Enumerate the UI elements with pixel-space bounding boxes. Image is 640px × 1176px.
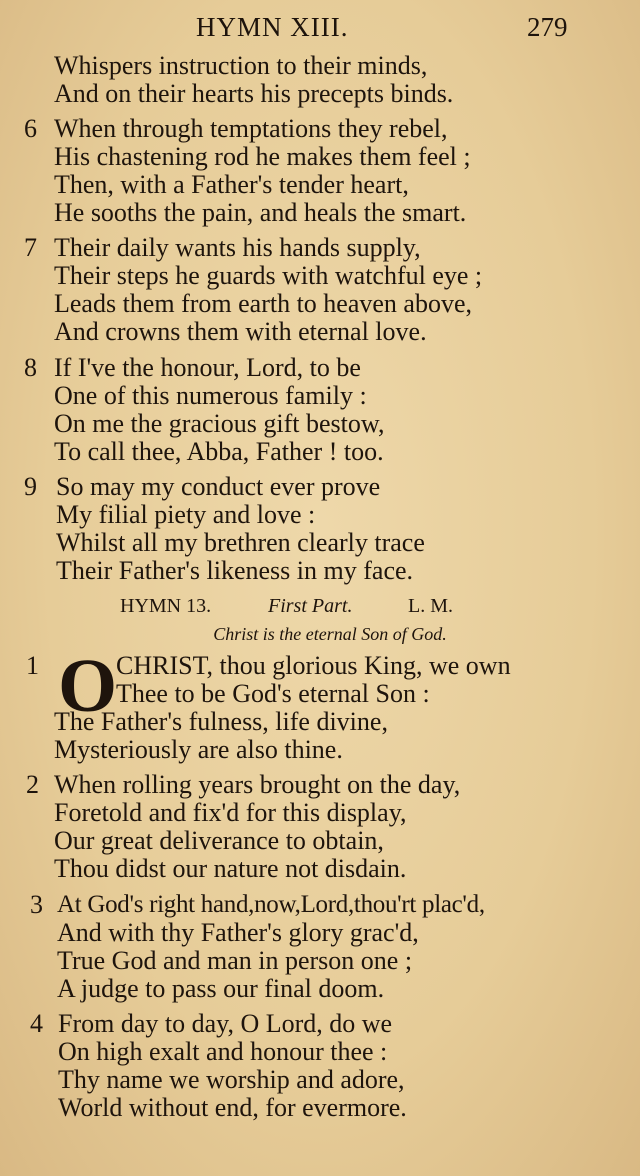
hymn-metre-label: L. M. [408, 595, 453, 617]
page-header [0, 12, 640, 52]
verse-line: So may my conduct ever prove [56, 472, 381, 501]
verse-line: If I've the honour, Lord, to be [54, 353, 361, 382]
verse-line: And crowns them with eternal love. [54, 317, 427, 346]
verse-line: A judge to pass our final doom. [57, 974, 385, 1003]
verse-line: Their Father's likeness in my face. [56, 556, 414, 585]
drop-cap: O [58, 644, 118, 728]
stanza-number: 9 [24, 472, 37, 501]
stanza-number: 8 [24, 353, 37, 382]
verse-line: Their daily wants his hands supply, [54, 233, 421, 262]
verse-line: And with thy Father's glory grac'd, [57, 918, 419, 947]
verse-line: Their steps he guards with watchful eye ; [54, 261, 483, 290]
verse-line: The Father's fulness, life divine, [54, 707, 388, 736]
verse-line: Leads them from earth to heaven above, [54, 289, 472, 318]
stanza-number: 1 [26, 651, 39, 680]
page-number: 279 [527, 12, 568, 42]
verse-line: On high exalt and honour thee : [58, 1037, 388, 1066]
verse-line: True God and man in person one ; [57, 946, 413, 975]
verse-line: Thou didst our nature not disdain. [54, 854, 407, 883]
verse-line: On me the gracious gift bestow, [54, 409, 385, 438]
verse-line: World without end, for evermore. [58, 1093, 407, 1122]
verse-line: To call thee, Abba, Father ! too. [54, 437, 384, 466]
verse-line: His chastening rod he makes them feel ; [54, 142, 471, 171]
stanza-number: 6 [24, 114, 37, 143]
verse-line: From day to day, O Lord, do we [58, 1009, 393, 1038]
stanza-number: 4 [30, 1009, 43, 1038]
hymn-part-label: First Part. [268, 595, 353, 617]
stanza-number: 7 [24, 233, 37, 262]
stanza-number: 3 [30, 890, 43, 919]
verse-line: When rolling years brought on the day, [54, 770, 461, 799]
verse-line: Our great deliverance to obtain, [54, 826, 384, 855]
running-title: HYMN XIII. [196, 12, 349, 42]
verse-line: Whilst all my brethren clearly trace [56, 528, 425, 557]
hymn-subtitle: Christ is the eternal Son of God. [213, 624, 447, 644]
hymn-number-label: HYMN 13. [120, 595, 212, 617]
verse-line: One of this numerous family : [54, 381, 367, 410]
verse-line: Thy name we worship and adore, [58, 1065, 405, 1094]
verse-line: CHRIST, thou glorious King, we own [116, 651, 511, 680]
verse-line: Foretold and fix'd for this display, [54, 798, 407, 827]
verse-line: Then, with a Father's tender heart, [54, 170, 409, 199]
verse-line: And on their hearts his precepts binds. [54, 79, 454, 108]
verse-line: When through temptations they rebel, [54, 114, 448, 143]
verse-line: Whispers instruction to their minds, [54, 51, 428, 80]
verse-line: At God's right hand,now,Lord,thou'rt plac'd, [57, 891, 485, 918]
verse-line: Thee to be God's eternal Son : [116, 679, 430, 708]
verse-line: He sooths the pain, and heals the smart. [54, 198, 467, 227]
verse-line: My filial piety and love : [56, 500, 316, 529]
verse-line: Mysteriously are also thine. [54, 735, 343, 764]
hymn-heading [0, 595, 640, 623]
stanza-number: 2 [26, 770, 39, 799]
